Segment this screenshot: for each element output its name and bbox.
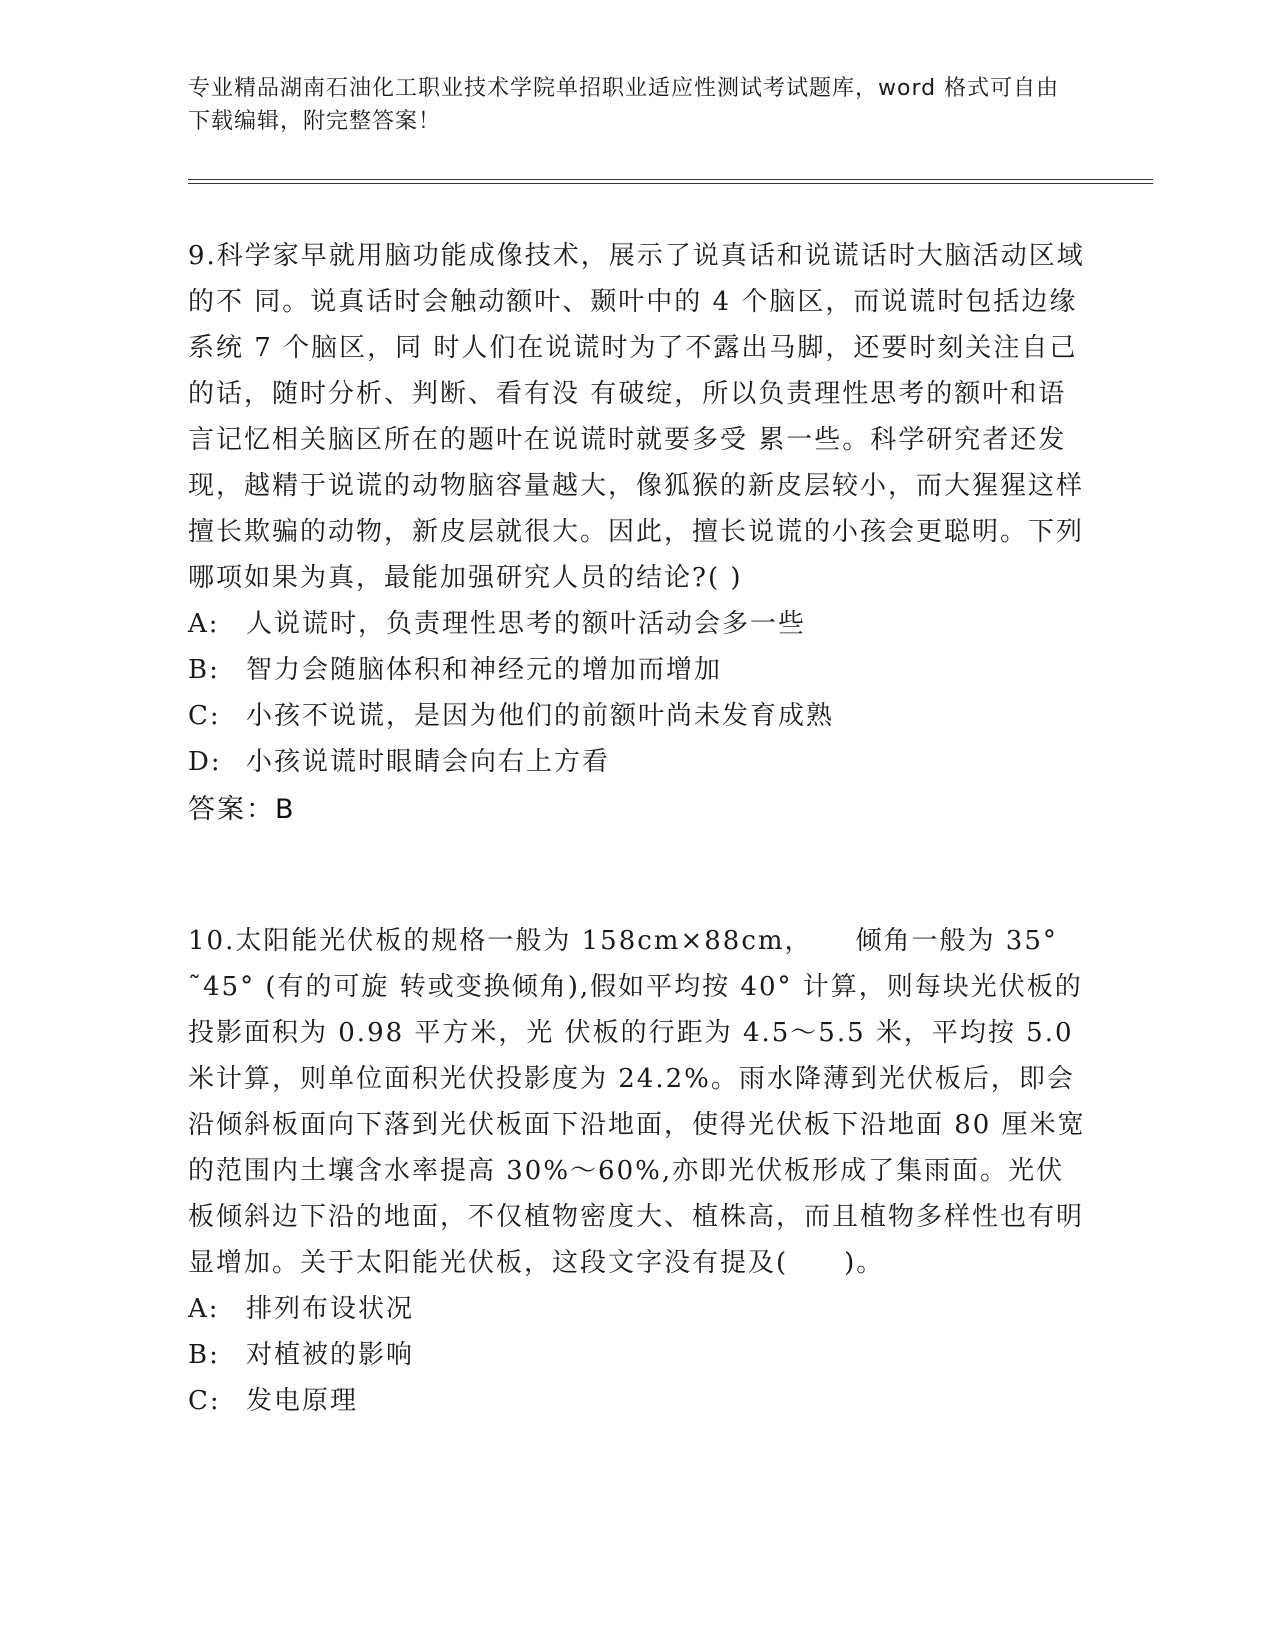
option-key: B: bbox=[188, 1340, 220, 1370]
option-c bbox=[188, 693, 1088, 739]
option-text: 小孩说谎时眼睛会向右上方看 bbox=[246, 747, 611, 777]
option-list bbox=[188, 601, 1088, 785]
question-10 bbox=[188, 918, 1088, 1424]
option-text: 小孩不说谎，是因为他们的前额叶尚未发育成熟 bbox=[246, 701, 835, 731]
question-9 bbox=[188, 233, 1088, 833]
option-key: A: bbox=[188, 1294, 220, 1324]
header-divider-top bbox=[188, 179, 1153, 180]
option-text: 智力会随脑体积和神经元的增加而增加 bbox=[246, 655, 723, 685]
option-a bbox=[188, 1286, 1088, 1332]
option-text: 排列布设状况 bbox=[246, 1294, 415, 1324]
option-text: 人说谎时，负责理性思考的额叶活动会多一些 bbox=[246, 609, 807, 639]
option-key: D: bbox=[188, 747, 222, 777]
option-c bbox=[188, 1378, 1088, 1424]
option-b bbox=[188, 1332, 1088, 1378]
option-key: C: bbox=[188, 701, 221, 731]
page-header: 专业精品湖南石油化工职业技术学院单招职业适应性测试考试题库，word 格式可自由下载编辑，附完整答案！ bbox=[188, 76, 1060, 134]
question-stem: 9.科学家早就用脑功能成像技术，展示了说真话和说谎话时大脑活动区域的不 同。说真话时会触动额叶、颞叶中的 4 个脑区，而说谎时包括边缘系统 7 个脑区，同 时人们在说谎时为了不露出马脚，还要时刻关注自己的话，随时分析、判断、看有没 有破绽，所以负责理性思考的额叶和语言记忆相关脑区所在的题叶在说谎时就要多受 累一些。科学研究者还发现，越精于说谎的动物脑容量越大，像狐猴的新皮层较小，而大猩猩这样擅长欺骗的动物，新皮层就很大。因此，擅长说谎的小孩会更聪明。下列哪项如果为真，最能加强研究人员的结论?( ) bbox=[188, 241, 1085, 593]
answer-label: 答案：B bbox=[188, 794, 296, 825]
option-text: 发电原理 bbox=[246, 1386, 359, 1416]
question-stem: 10.太阳能光伏板的规格一般为 158cm×88cm， 倾角一般为 35° ˜45° (有的可旋 转或变换倾角),假如平均按 40° 计算，则每块光伏板的投影面积为 0.98 平方米，光 伏板的行距为 4.5～5.5 米，平均按 5.0 米计算，则单位面积光伏投影度为 24.2%。雨水降薄到光伏板后，即会沿倾斜板面向下落到光伏板面下沿地面，使得光伏板下沿地面 80 厘米宽的范围内土壤含水率提高 30%～60%,亦即光伏板形成了集雨面。光伏板倾斜边下沿的地面，不仅植物密度大、植株高，而且植物多样性也有明显增加。关于太阳能光伏板，这段文字没有提及( )。 bbox=[188, 926, 1086, 1278]
option-list bbox=[188, 1286, 1088, 1424]
option-key: A: bbox=[188, 609, 220, 639]
option-b bbox=[188, 647, 1088, 693]
option-key: B: bbox=[188, 655, 220, 685]
option-key: C: bbox=[188, 1386, 221, 1416]
option-a bbox=[188, 601, 1088, 647]
option-text: 对植被的影响 bbox=[246, 1340, 415, 1370]
header-divider-bottom bbox=[188, 183, 1153, 184]
option-d bbox=[188, 739, 1088, 785]
